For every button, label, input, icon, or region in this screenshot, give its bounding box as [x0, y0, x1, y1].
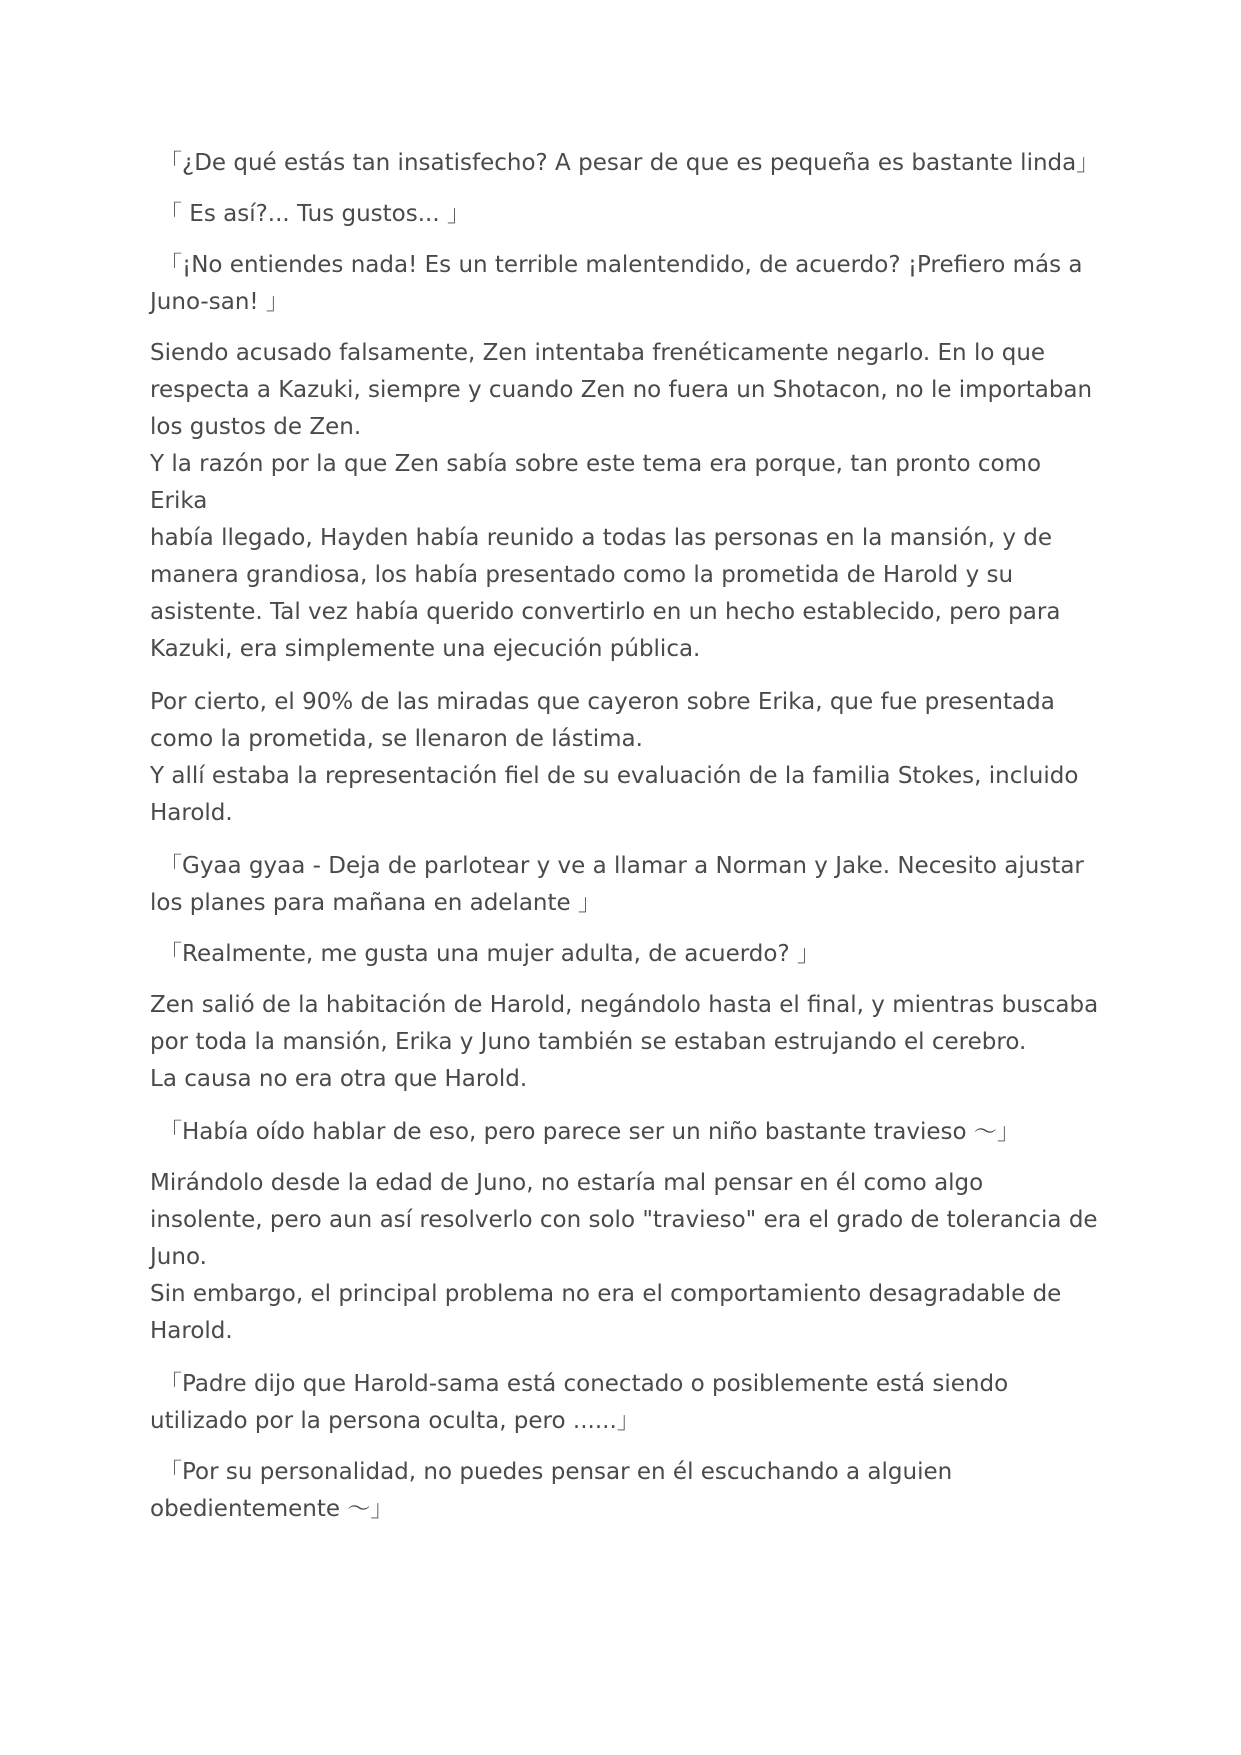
text-line: Juno-san! 」: [150, 289, 289, 315]
text-line: había llegado, Hayden había reunido a todas las personas en la mansión, y de: [150, 525, 1053, 551]
dialogue-line: [150, 1454, 1100, 1528]
text-line: Por cierto, el 90% de las miradas que cayeron sobre Erika, que fue presentada: [150, 689, 1055, 715]
text-line: Siendo acusado falsamente, Zen intentaba frenéticamente negarlo. En lo que: [150, 340, 1046, 366]
text-line: obedientemente ～」: [150, 1496, 394, 1522]
dialogue-line: [150, 1114, 1100, 1151]
dialogue-line: [150, 936, 1100, 973]
text-line: 「 Es así?... Tus gustos... 」: [159, 201, 470, 227]
text-line: 「¿De qué estás tan insatisfecho? A pesar de que es pequeña es bastante linda」: [159, 150, 1100, 176]
text-line: Y la razón por la que Zen sabía sobre este tema era porque, tan pronto como Erika: [150, 451, 1042, 514]
text-line: los planes para mañana en adelante 」: [150, 890, 601, 916]
dialogue-line: [150, 145, 1100, 182]
text-line: manera grandiosa, los había presentado como la prometida de Harold y su: [150, 562, 1014, 588]
text-line: Zen salió de la habitación de Harold, negándolo hasta el final, y mientras buscaba: [150, 992, 1099, 1018]
document-page: [150, 145, 1100, 1542]
dialogue-line: [150, 848, 1100, 922]
text-line: Juno.: [150, 1244, 207, 1270]
text-line: los gustos de Zen.: [150, 414, 362, 440]
text-line: Sin embargo, el principal problema no era el comportamiento desagradable de: [150, 1281, 1062, 1307]
text-line: 「Padre dijo que Harold-sama está conectado o posiblemente está siendo: [159, 1371, 1009, 1397]
text-line: asistente. Tal vez había querido convertirlo en un hecho establecido, pero para: [150, 599, 1061, 625]
text-line: 「Realmente, me gusta una mujer adulta, de acuerdo? 」: [159, 941, 820, 967]
narrative-paragraph: [150, 684, 1100, 832]
dialogue-line: [150, 196, 1100, 233]
narrative-paragraph: [150, 987, 1100, 1098]
text-line: por toda la mansión, Erika y Juno también se estaban estrujando el cerebro.: [150, 1029, 1027, 1055]
text-line: Mirándolo desde la edad de Juno, no estaría mal pensar en él como algo: [150, 1170, 984, 1196]
dialogue-line: [150, 1366, 1100, 1440]
text-line: utilizado por la persona oculta, pero ......」: [150, 1408, 640, 1434]
text-line: respecta a Kazuki, siempre y cuando Zen no fuera un Shotacon, no le importaban: [150, 377, 1093, 403]
dialogue-line: [150, 247, 1100, 321]
narrative-paragraph: [150, 335, 1100, 668]
narrative-paragraph: [150, 1165, 1100, 1350]
text-line: 「Por su personalidad, no puedes pensar en él escuchando a alguien: [159, 1459, 953, 1485]
text-line: 「¡No entiendes nada! Es un terrible malentendido, de acuerdo? ¡Prefiero más a: [159, 252, 1083, 278]
text-line: Harold.: [150, 800, 233, 826]
text-line: insolente, pero aun así resolverlo con solo "travieso" era el grado de tolerancia de: [150, 1207, 1098, 1233]
text-line: Harold.: [150, 1318, 233, 1344]
text-line: Kazuki, era simplemente una ejecución pública.: [150, 636, 701, 662]
text-line: 「Había oído hablar de eso, pero parece ser un niño bastante travieso ～」: [159, 1119, 1020, 1145]
text-line: 「Gyaa gyaa - Deja de parlotear y ve a llamar a Norman y Jake. Necesito ajustar: [159, 853, 1084, 879]
text-line: como la prometida, se llenaron de lástima.: [150, 726, 643, 752]
text-line: Y allí estaba la representación fiel de su evaluación de la familia Stokes, incluido: [150, 763, 1079, 789]
text-line: La causa no era otra que Harold.: [150, 1066, 528, 1092]
